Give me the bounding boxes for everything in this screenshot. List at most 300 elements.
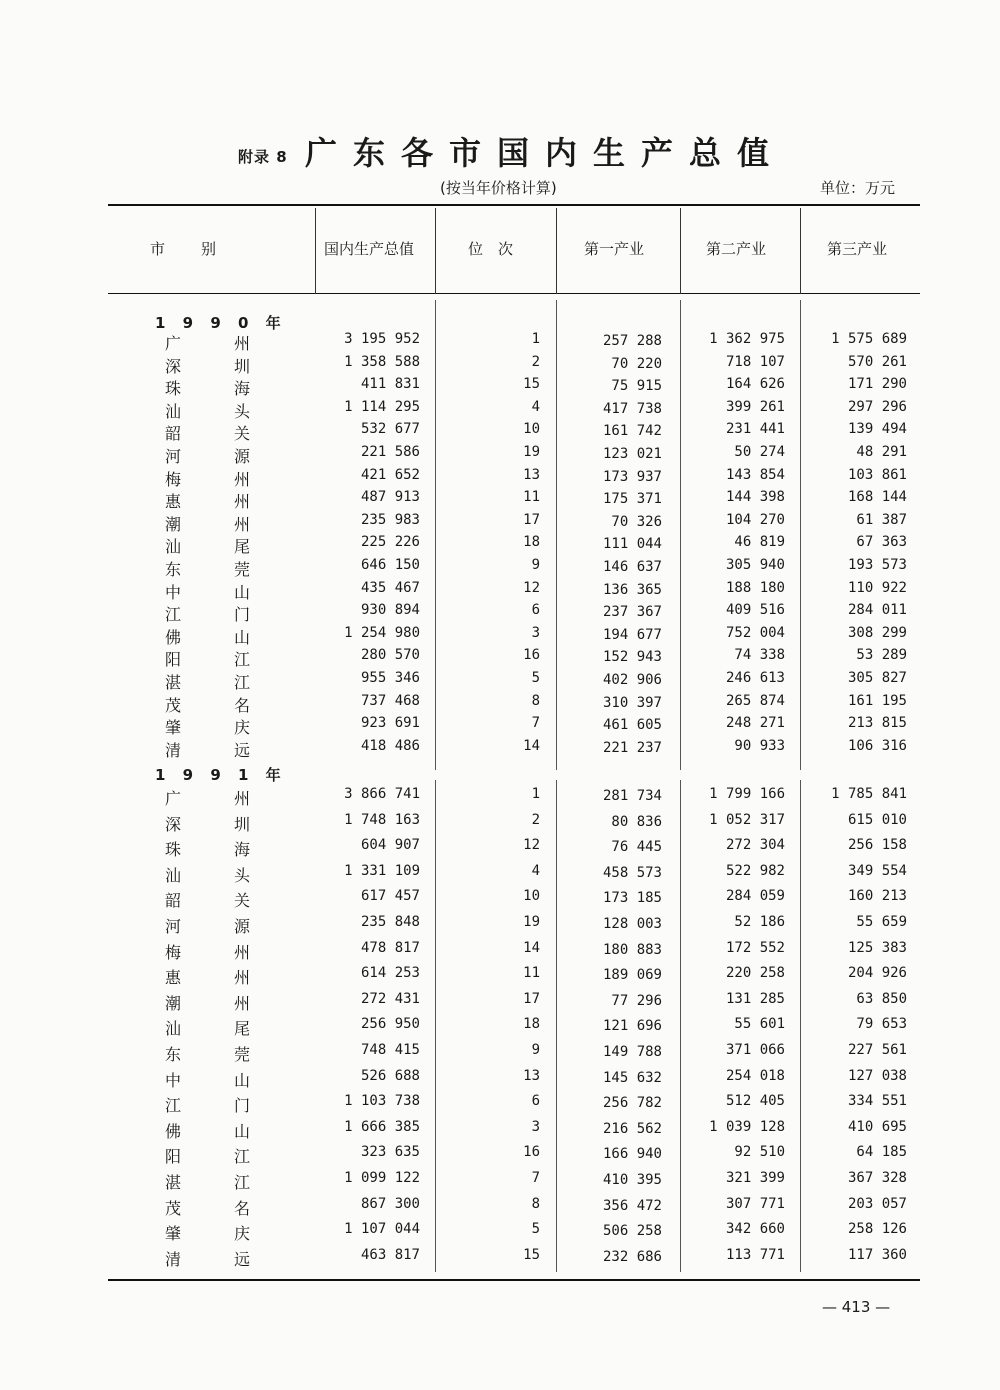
gdp-value: 614 253 [360,965,420,981]
city-name-char: 山 [233,628,250,647]
tertiary-industry-value: 193 573 [847,557,907,573]
city-name-char: 湛 [164,1173,181,1192]
tertiary-industry-value: 227 561 [847,1042,907,1058]
primary-industry-value: 281 734 [602,788,662,804]
city-name-char: 州 [233,943,250,962]
gdp-value: 235 848 [360,914,420,930]
rank-value: 14 [523,738,540,754]
primary-industry-value: 70 220 [611,356,662,372]
city-name-char: 门 [233,1096,250,1115]
rank-value: 4 [531,399,540,415]
primary-industry-value: 256 782 [602,1095,662,1111]
gdp-value: 225 226 [360,534,420,550]
primary-industry-value: 180 883 [602,942,662,958]
primary-industry-value: 123 021 [602,446,662,462]
primary-industry-value: 161 742 [602,423,662,439]
secondary-industry-value: 265 874 [725,693,785,709]
city-name-char: 清 [164,741,181,760]
tertiary-industry-value: 117 360 [847,1247,907,1263]
city-name-char: 海 [233,840,250,859]
gdp-value: 532 677 [360,421,420,437]
table-row [0,940,1000,962]
tertiary-industry-value: 203 057 [847,1196,907,1212]
table-row [0,991,1000,1013]
subtitle: (按当年价格计算) [440,179,557,197]
rank-value: 3 [531,625,540,641]
secondary-industry-value: 1 799 166 [709,786,785,802]
primary-industry-value: 402 906 [602,672,662,688]
tertiary-industry-value: 61 387 [856,512,907,528]
table-row [0,647,1000,669]
primary-industry-value: 70 326 [611,514,662,530]
city-name-char: 江 [233,673,250,692]
secondary-industry-value: 74 338 [734,647,785,663]
tertiary-industry-value: 1 575 689 [831,331,907,347]
gdp-value: 1 331 109 [344,863,420,879]
tertiary-industry-value: 204 926 [847,965,907,981]
rank-value: 17 [523,991,540,1007]
table-row [0,693,1000,715]
gdp-value: 478 817 [360,940,420,956]
gdp-value: 955 346 [360,670,420,686]
col-divider [435,208,436,294]
city-name-char: 佛 [164,1122,181,1141]
gdp-value: 1 103 738 [344,1093,420,1109]
table-row [0,331,1000,353]
secondary-industry-value: 342 660 [725,1221,785,1237]
city-name-char: 佛 [164,628,181,647]
city-name-char: 山 [233,583,250,602]
col-divider [315,208,316,294]
secondary-industry-value: 46 819 [734,534,785,550]
secondary-industry-value: 92 510 [734,1144,785,1160]
city-name-char: 莞 [233,560,250,579]
secondary-industry-value: 143 854 [725,467,785,483]
rank-value: 6 [531,602,540,618]
secondary-industry-value: 188 180 [725,580,785,596]
table-row [0,1170,1000,1192]
tertiary-industry-value: 67 363 [856,534,907,550]
city-name-char: 阳 [164,650,181,669]
city-name-char: 汕 [164,1019,181,1038]
tertiary-industry-value: 139 494 [847,421,907,437]
primary-industry-value: 257 288 [602,333,662,349]
city-name-char: 汕 [164,402,181,421]
secondary-industry-value: 113 771 [725,1247,785,1263]
gdp-value: 867 300 [360,1196,420,1212]
secondary-industry-value: 246 613 [725,670,785,686]
secondary-industry-value: 52 186 [734,914,785,930]
city-name-char: 汕 [164,866,181,885]
primary-industry-value: 166 940 [602,1146,662,1162]
rank-value: 3 [531,1119,540,1135]
city-name-char: 肇 [164,1224,181,1243]
table-row [0,421,1000,443]
table-row [0,1042,1000,1064]
col-divider [680,208,681,294]
tertiary-industry-value: 258 126 [847,1221,907,1237]
tertiary-industry-value: 64 185 [856,1144,907,1160]
city-name-char: 清 [164,1250,181,1269]
tertiary-industry-value: 297 296 [847,399,907,415]
city-name-char: 圳 [233,357,250,376]
tertiary-industry-value: 171 290 [847,376,907,392]
page-number: — 413 — [822,1298,891,1316]
city-name-char: 潮 [164,994,181,1013]
city-name-char: 门 [233,605,250,624]
primary-industry-value: 458 573 [602,865,662,881]
rank-value: 18 [523,1016,540,1032]
gdp-value: 1 748 163 [344,812,420,828]
secondary-industry-value: 231 441 [725,421,785,437]
city-name-char: 尾 [233,537,250,556]
secondary-industry-value: 307 771 [725,1196,785,1212]
primary-industry-value: 152 943 [602,649,662,665]
city-name-char: 广 [164,789,181,808]
secondary-industry-value: 172 552 [725,940,785,956]
gdp-value: 256 950 [360,1016,420,1032]
primary-industry-value: 194 677 [602,627,662,643]
primary-industry-value: 145 632 [602,1070,662,1086]
table-row [0,1119,1000,1141]
table-row [0,1016,1000,1038]
gdp-value: 411 831 [360,376,420,392]
tertiary-industry-value: 615 010 [847,812,907,828]
header-tertiary: 第三产业 [827,240,888,258]
rank-value: 6 [531,1093,540,1109]
appendix-label: 附录 8 [238,148,288,166]
secondary-industry-value: 399 261 [725,399,785,415]
table-row [0,1068,1000,1090]
primary-industry-value: 149 788 [602,1044,662,1060]
city-name-char: 湛 [164,673,181,692]
city-name-char: 茂 [164,1199,181,1218]
city-name-char: 河 [164,917,181,936]
rank-value: 11 [523,965,540,981]
secondary-industry-value: 1 362 975 [709,331,785,347]
header-secondary: 第二产业 [706,240,767,258]
gdp-value: 1 666 385 [344,1119,420,1135]
gdp-value: 1 114 295 [344,399,420,415]
tertiary-industry-value: 55 659 [856,914,907,930]
gdp-value: 435 467 [360,580,420,596]
table-row [0,444,1000,466]
table-row [0,602,1000,624]
city-name-char: 江 [164,605,181,624]
rank-value: 15 [523,1247,540,1263]
city-name-char: 茂 [164,696,181,715]
primary-industry-value: 111 044 [602,536,662,552]
secondary-industry-value: 371 066 [725,1042,785,1058]
city-name-char: 名 [233,696,250,715]
city-name-char: 东 [164,1045,181,1064]
city-name-char: 尾 [233,1019,250,1038]
table-row [0,888,1000,910]
table-row [0,1221,1000,1243]
secondary-industry-value: 164 626 [725,376,785,392]
primary-industry-value: 128 003 [602,916,662,932]
tertiary-industry-value: 48 291 [856,444,907,460]
tertiary-industry-value: 161 195 [847,693,907,709]
secondary-industry-value: 55 601 [734,1016,785,1032]
gdp-value: 748 415 [360,1042,420,1058]
rank-value: 13 [523,467,540,483]
tertiary-industry-value: 334 551 [847,1093,907,1109]
rank-value: 17 [523,512,540,528]
rank-value: 2 [531,812,540,828]
city-name-char: 山 [233,1122,250,1141]
table-row [0,1144,1000,1166]
primary-industry-value: 237 367 [602,604,662,620]
city-name-char: 莞 [233,1045,250,1064]
col-divider [800,208,801,294]
secondary-industry-value: 220 258 [725,965,785,981]
city-name-char: 州 [233,789,250,808]
table-row [0,670,1000,692]
city-name-char: 中 [164,583,181,602]
top-rule [108,204,920,206]
primary-industry-value: 175 371 [602,491,662,507]
header-rank: 位 次 [468,240,514,258]
city-name-char: 江 [233,1147,250,1166]
col-divider [556,208,557,294]
table-row [0,914,1000,936]
secondary-industry-value: 248 271 [725,715,785,731]
city-name-char: 中 [164,1071,181,1090]
table-row [0,489,1000,511]
rank-value: 15 [523,376,540,392]
secondary-industry-value: 284 059 [725,888,785,904]
table-row [0,715,1000,737]
year-heading: 1 9 9 1 年 [155,766,287,784]
primary-industry-value: 410 395 [602,1172,662,1188]
table-row [0,376,1000,398]
rank-value: 19 [523,444,540,460]
table-row [0,1093,1000,1115]
secondary-industry-value: 321 399 [725,1170,785,1186]
city-name-char: 海 [233,379,250,398]
gdp-value: 235 983 [360,512,420,528]
header-city: 市 别 [150,240,219,258]
gdp-value: 421 652 [360,467,420,483]
city-name-char: 州 [233,968,250,987]
primary-industry-value: 461 605 [602,717,662,733]
table-row [0,1196,1000,1218]
city-name-char: 珠 [164,840,181,859]
table-row [0,812,1000,834]
tertiary-industry-value: 110 922 [847,580,907,596]
tertiary-industry-value: 103 861 [847,467,907,483]
gdp-value: 463 817 [360,1247,420,1263]
secondary-industry-value: 305 940 [725,557,785,573]
rank-value: 4 [531,863,540,879]
city-name-char: 州 [233,470,250,489]
table-row [0,580,1000,602]
gdp-value: 923 691 [360,715,420,731]
city-name-char: 汕 [164,537,181,556]
table-row [0,354,1000,376]
primary-industry-value: 189 069 [602,967,662,983]
primary-industry-value: 221 237 [602,740,662,756]
secondary-industry-value: 512 405 [725,1093,785,1109]
rank-value: 11 [523,489,540,505]
secondary-industry-value: 522 982 [725,863,785,879]
city-name-char: 肇 [164,718,181,737]
rank-value: 2 [531,354,540,370]
tertiary-industry-value: 570 261 [847,354,907,370]
bottom-rule [108,1279,920,1281]
city-name-char: 山 [233,1071,250,1090]
table-row [0,738,1000,760]
city-name-char: 江 [233,650,250,669]
city-name-char: 河 [164,447,181,466]
city-name-char: 阳 [164,1147,181,1166]
city-name-char: 江 [164,1096,181,1115]
rank-value: 5 [531,670,540,686]
city-name-char: 梅 [164,943,181,962]
secondary-industry-value: 90 933 [734,738,785,754]
secondary-industry-value: 1 039 128 [709,1119,785,1135]
gdp-value: 487 913 [360,489,420,505]
tertiary-industry-value: 125 383 [847,940,907,956]
table-row [0,965,1000,987]
rank-value: 7 [531,1170,540,1186]
tertiary-industry-value: 106 316 [847,738,907,754]
city-name-char: 州 [233,994,250,1013]
table-row [0,837,1000,859]
primary-industry-value: 76 445 [611,839,662,855]
tertiary-industry-value: 127 038 [847,1068,907,1084]
tertiary-industry-value: 367 328 [847,1170,907,1186]
gdp-value: 1 254 980 [344,625,420,641]
city-name-char: 远 [233,1250,250,1269]
primary-industry-value: 310 397 [602,695,662,711]
gdp-value: 3 195 952 [344,331,420,347]
gdp-value: 646 150 [360,557,420,573]
tertiary-industry-value: 79 653 [856,1016,907,1032]
title-block [0,128,1000,172]
gdp-value: 1 107 044 [344,1221,420,1237]
rank-value: 9 [531,557,540,573]
city-name-char: 潮 [164,515,181,534]
rank-value: 12 [523,837,540,853]
page-title: 广东各市国内生产总值 [305,134,786,172]
primary-industry-value: 146 637 [602,559,662,575]
city-name-char: 头 [233,866,250,885]
city-name-char: 头 [233,402,250,421]
city-name-char: 州 [233,492,250,511]
table-row [0,557,1000,579]
rank-value: 18 [523,534,540,550]
rank-value: 16 [523,647,540,663]
primary-industry-value: 506 258 [602,1223,662,1239]
rank-value: 8 [531,1196,540,1212]
gdp-value: 418 486 [360,738,420,754]
secondary-industry-value: 104 270 [725,512,785,528]
city-name-char: 梅 [164,470,181,489]
city-name-char: 惠 [164,968,181,987]
unit-label: 单位：万元 [820,179,896,197]
tertiary-industry-value: 63 850 [856,991,907,1007]
city-name-char: 关 [233,424,250,443]
table-row [0,399,1000,421]
rank-value: 16 [523,1144,540,1160]
primary-industry-value: 75 915 [611,378,662,394]
city-name-char: 庆 [233,718,250,737]
table-row [0,1247,1000,1269]
rank-value: 5 [531,1221,540,1237]
city-name-char: 珠 [164,379,181,398]
city-name-char: 广 [164,334,181,353]
rank-value: 19 [523,914,540,930]
table-row [0,786,1000,808]
tertiary-industry-value: 1 785 841 [831,786,907,802]
header-gdp: 国内生产总值 [324,240,415,258]
city-name-char: 东 [164,560,181,579]
rank-value: 10 [523,888,540,904]
city-name-char: 远 [233,741,250,760]
primary-industry-value: 356 472 [602,1198,662,1214]
gdp-value: 737 468 [360,693,420,709]
table-row [0,625,1000,647]
header-primary: 第一产业 [584,240,645,258]
city-name-char: 源 [233,917,250,936]
tertiary-industry-value: 168 144 [847,489,907,505]
gdp-value: 604 907 [360,837,420,853]
primary-industry-value: 173 937 [602,469,662,485]
tertiary-industry-value: 256 158 [847,837,907,853]
table-row [0,863,1000,885]
primary-industry-value: 216 562 [602,1121,662,1137]
gdp-value: 1 099 122 [344,1170,420,1186]
rank-value: 7 [531,715,540,731]
rank-value: 10 [523,421,540,437]
tertiary-industry-value: 308 299 [847,625,907,641]
secondary-industry-value: 718 107 [725,354,785,370]
header-rule [108,293,920,294]
city-name-char: 州 [233,515,250,534]
tertiary-industry-value: 213 815 [847,715,907,731]
rank-value: 12 [523,580,540,596]
primary-industry-value: 232 686 [602,1249,662,1265]
gdp-value: 221 586 [360,444,420,460]
secondary-industry-value: 272 304 [725,837,785,853]
gdp-value: 3 866 741 [344,786,420,802]
table-row [0,534,1000,556]
primary-industry-value: 80 836 [611,814,662,830]
tertiary-industry-value: 410 695 [847,1119,907,1135]
secondary-industry-value: 752 004 [725,625,785,641]
rank-value: 9 [531,1042,540,1058]
city-name-char: 江 [233,1173,250,1192]
table-row [0,467,1000,489]
city-name-char: 庆 [233,1224,250,1243]
city-name-char: 名 [233,1199,250,1218]
secondary-industry-value: 254 018 [725,1068,785,1084]
city-name-char: 关 [233,891,250,910]
tertiary-industry-value: 284 011 [847,602,907,618]
city-name-char: 韶 [164,424,181,443]
gdp-value: 930 894 [360,602,420,618]
primary-industry-value: 173 185 [602,890,662,906]
city-name-char: 惠 [164,492,181,511]
gdp-value: 323 635 [360,1144,420,1160]
rank-value: 14 [523,940,540,956]
secondary-industry-value: 1 052 317 [709,812,785,828]
city-name-char: 圳 [233,815,250,834]
table-row [0,512,1000,534]
tertiary-industry-value: 160 213 [847,888,907,904]
